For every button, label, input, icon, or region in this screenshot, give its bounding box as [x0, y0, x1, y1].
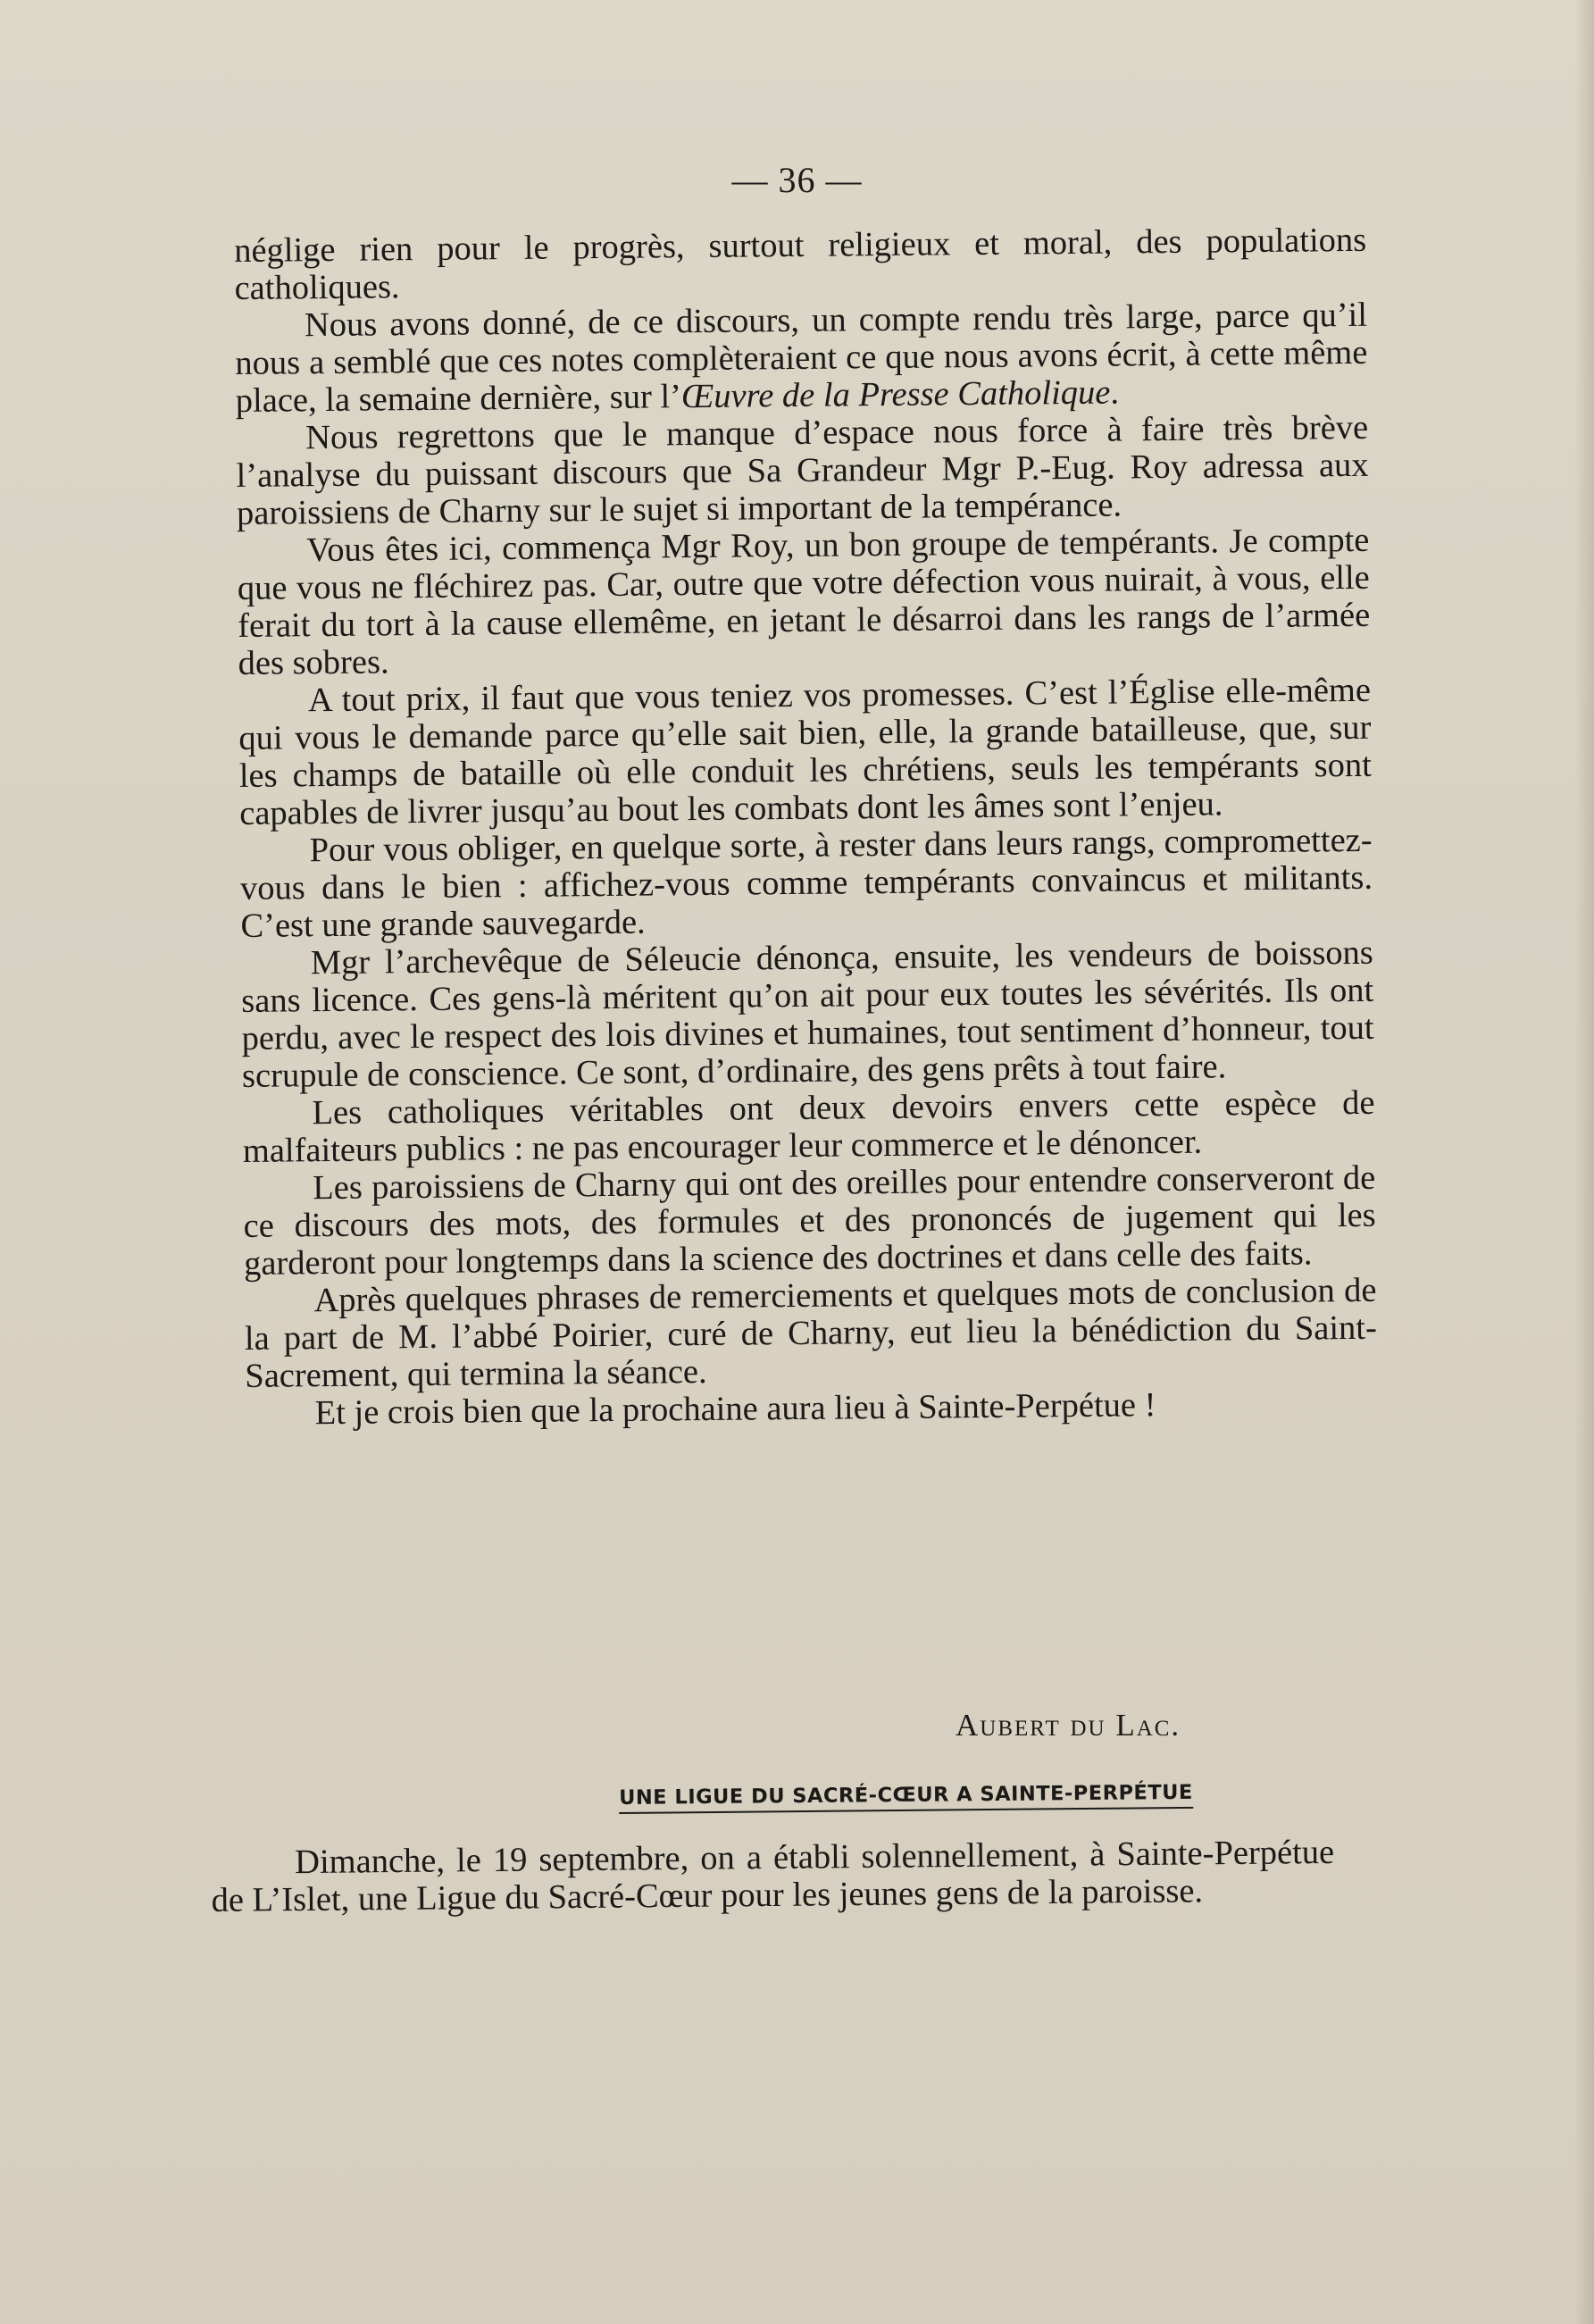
author-signature: Aubert du Lac.	[956, 1708, 1181, 1743]
paragraph-2-text: Nous avons donné, de ce discours, un compte rendu très large, parce qu’il nous a semblé que ces notes complèteraient ce que nous avons écrit, à cette même place, la semaine dernière, sur l’	[235, 296, 1368, 420]
paragraph-2-italic-title: Œuvre de la Presse Catholique	[680, 373, 1111, 416]
paragraph-2-end: .	[1110, 373, 1120, 412]
paragraph-4: Vous êtes ici, commença Mgr Roy, un bon groupe de tempérants. Je compte que vous ne fléchirez pas. Car, outre que votre défection vous nuirait, à vous, elle ferait du tort à la cause ellemême, en jetant le désarroi dans les rangs de l’armée des sobres.	[237, 521, 1371, 682]
section-paragraph: Dimanche, le 19 septembre, on a établi solennellement, à Sainte-Perpétue de L’Islet, une Ligue du Sacré-Cœur pour les jeunes gens de la paroisse.	[211, 1833, 1335, 1919]
paragraph-11: Et je crois bien que la prochaine aura lieu à Sainte-Perpétue !	[314, 1386, 1156, 1433]
paragraph-2	[235, 297, 1368, 420]
paragraph-1: néglige rien pour le progrès, surtout religieux et moral, des populations catholiques.	[234, 221, 1367, 307]
article-body	[234, 222, 1378, 1433]
paragraph-10: Après quelques phrases de remerciements et quelques mots de conclusion de la part de M. l’abbé Poirier, curé de Charny, eut lieu la bénédiction du Saint-Sacrement, qui termina la séance.	[244, 1271, 1378, 1395]
page-number: — 36 —	[731, 160, 863, 200]
paragraph-5: A tout prix, il faut que vous teniez vos promesses. C’est l’Église elle-même qui vous le demande parce qu’elle sait bien, elle, la grande batailleuse, que, sur les champs de bataille où elle conduit les chrétiens, seuls les tempérants sont capables de livrer jusqu’au bout les combats dont les âmes sont l’enjeu.	[238, 671, 1372, 832]
page-edge-shadow	[1574, 0, 1594, 2324]
paragraph-6: Pour vous obliger, en quelque sorte, à rester dans leurs rangs, compromettez-vous dans le bien : affichez-vous comme tempérants convaincus et militants. C’est une grande sauvegarde.	[239, 821, 1373, 945]
paragraph-7: Mgr l’archevêque de Séleucie dénonça, ensuite, les vendeurs de boissons sans licence. Ces gens-là méritent qu’on ait pour eux toutes les sévérités. Ils ont perdu, avec le respect des lois divines et humaines, tout sentiment d’honneur, tout scrupule de conscience. Ce sont, d’ordinaire, des gens prêts à tout faire.	[241, 933, 1374, 1095]
paragraph-9: Les paroissiens de Charny qui ont des oreilles pour entendre conserveront de ce discours des mots, des formules et des prononcés de jugement qui les garderont pour longtemps dans la science des doctrines et dans celle des faits.	[243, 1158, 1376, 1283]
section-heading: UNE LIGUE DU SACRÉ-CŒUR A SAINTE-PERPÉTUE	[619, 1781, 1193, 1814]
section-body	[211, 1834, 1335, 1919]
paragraph-8: Les catholiques véritables ont deux devoirs envers cette espèce de malfaiteurs publics : ne pas encourager leur commerce et le dénoncer.	[242, 1083, 1375, 1170]
paragraph-3: Nous regrettons que le manque d’espace nous force à faire très brève l’analyse du puissant discours que Sa Grandeur Mgr P.-Eug. Roy adressa aux paroissiens de Charny sur le sujet si important de la tempérance.	[236, 408, 1369, 532]
